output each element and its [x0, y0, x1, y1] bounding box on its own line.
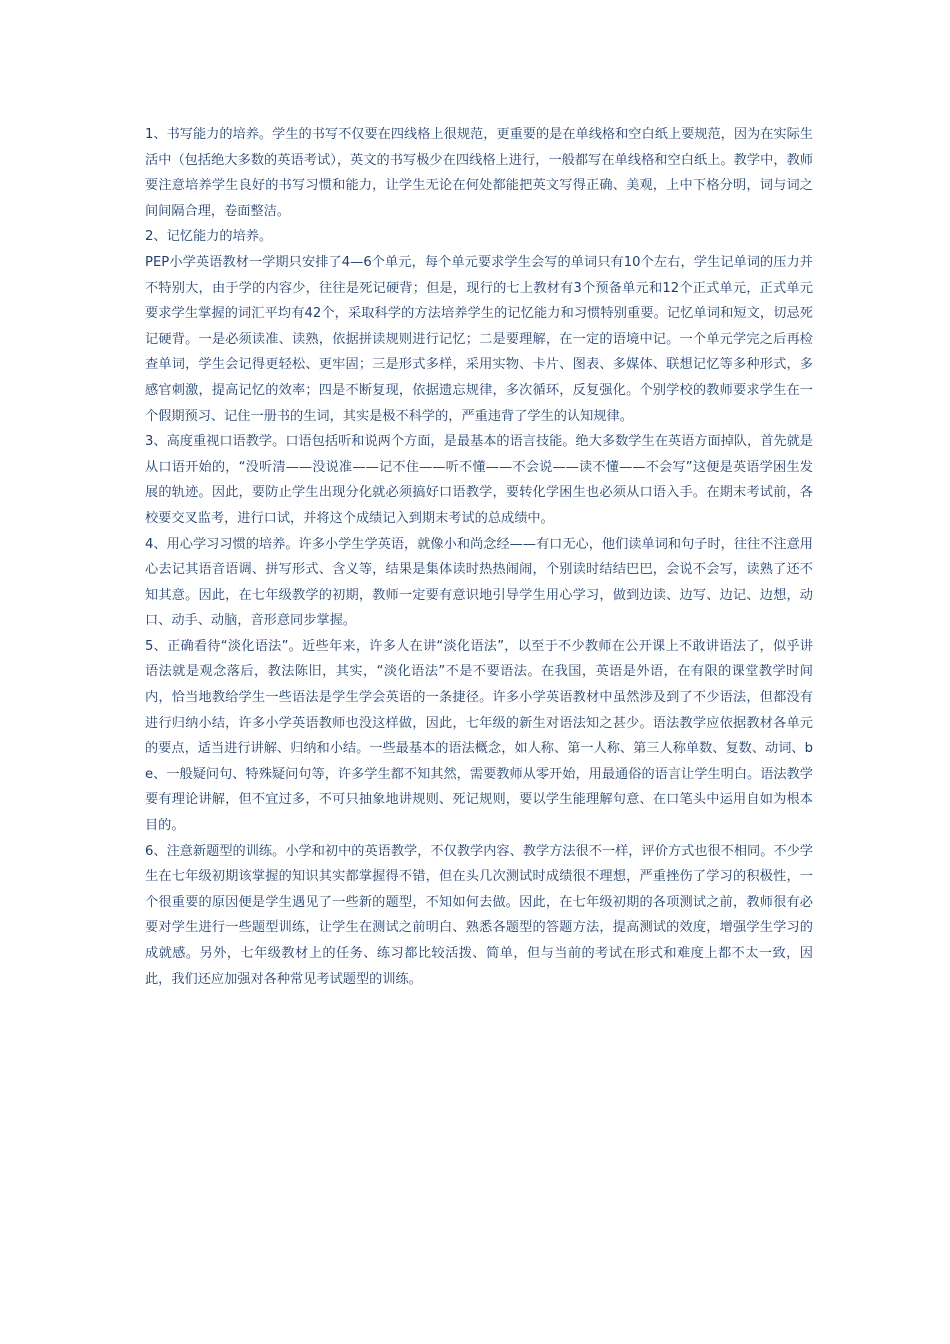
paragraph-writing-ability: 1、书写能力的培养。学生的书写不仅要在四线格上很规范，更重要的是在单线格和空白纸上要规范，因为在实际生活中（包括绝大多数的英语考试），英文的书写极少在四线格上进行，一般都写在单线格和空白纸上。教学中，教师要注意培养学生良好的书写习惯和能力，让学生无论在何处都能把英文写得正确、美观，上中下格分明，词与词之间间隔合理，卷面整洁。	[145, 127, 813, 219]
paragraph-oral-teaching: 3、高度重视口语教学。口语包括听和说两个方面，是最基本的语言技能。绝大多数学生在英语方面掉队，首先就是从口语开始的，“没听清——没说准——记不住——听不懂——不会说——读不懂——不会写”这便是英语学困生发展的轨迹。因此，要防止学生出现分化就必须搞好口语教学，要转化学困生也必须从口语入手。在期末考试前，各校要交叉监考，进行口试，并将这个成绩记入到期末考试的总成绩中。	[145, 434, 813, 526]
document-body	[145, 122, 813, 992]
paragraph-memory-heading: 2、记忆能力的培养。	[145, 229, 273, 245]
paragraph-new-question-types: 6、注意新题型的训练。小学和初中的英语教学，不仅教学内容、教学方法很不一样，评价方式也很不相同。不少学生在七年级初期该掌握的知识其实都掌握得不错，但在头几次测试时成绩很不理想，严重挫伤了学习的积极性，一个很重要的原因便是学生遇见了一些新的题型，不知如何去做。因此，在七年级初期的各项测试之前，教师很有必要对学生进行一些题型训练，让学生在测试之前明白、熟悉各题型的答题方法，提高测试的效度，增强学生学习的成就感。另外，七年级教材上的任务、练习都比较活拨、简单，但与当前的考试在形式和难度上都不太一致，因此，我们还应加强对各种常见考试题型的训练。	[145, 843, 813, 987]
paragraph-attentive-learning: 4、用心学习习惯的培养。许多小学生学英语，就像小和尚念经——有口无心，他们读单词和句子时，往往不注意用心去记其语音语调、拼写形式、含义等，结果是集体读时热热闹闹，个别读时结结巴巴，会说不会写，读熟了还不知其意。因此，在七年级教学的初期，教师一定要有意识地引导学生用心学习，做到边读、边写、边记、边想，动口、动手、动脑，音形意同步掌握。	[145, 536, 813, 629]
paragraph-grammar: 5、正确看待“淡化语法”。近些年来，许多人在讲“淡化语法”，以至于不少教师在公开课上不敢讲语法了，似乎讲语法就是观念落后，教法陈旧，其实，“淡化语法”不是不要语法。在我国，英语是外语，在有限的课堂教学时间内，恰当地教给学生一些语法是学生学会英语的一条捷径。许多小学英语教材中虽然涉及到了不少语法，但都没有进行归纳小结，许多小学英语教师也没这样做，因此，七年级的新生对语法知之甚少。语法教学应依据教材各单元的要点，适当进行讲解、归纳和小结。一些最基本的语法概念，如人称、第一人称、第三人称单数、复数、动词、be、一般疑问句、特殊疑问句等，许多学生都不知其然，需要教师从零开始，用最通俗的语言让学生明白。语法教学要有理论讲解，但不宜过多，不可只抽象地讲规则、死记规则，要以学生能理解句意、在口笔头中运用自如为根本目的。	[145, 638, 813, 834]
paragraph-memory-ability: PEP小学英语教材一学期只安排了4—6个单元，每个单元要求学生会写的单词只有10个左右，学生记单词的压力并不特别大，由于学的内容少，往往是死记硬背；但是，现行的七上教材有3个预备单元和12个正式单元，正式单元要求学生掌握的词汇平均有42个，采取科学的方法培养学生的记忆能力和习惯特别重要。记忆单词和短文，切忌死记硬背。一是必须读准、读熟，依据拼读规则进行记忆；二是要理解，在一定的语境中记。一个单元学完之后再检查单词，学生会记得更轻松、更牢固；三是形式多样，采用实物、卡片、图表、多媒体、联想记忆等多种形式，多感官刺激，提高记忆的效率；四是不断复现，依据遗忘规律，多次循环，反复强化。个别学校的教师要求学生在一个假期预习、记住一册书的生词，其实是极不科学的，严重违背了学生的认知规律。	[145, 254, 813, 424]
